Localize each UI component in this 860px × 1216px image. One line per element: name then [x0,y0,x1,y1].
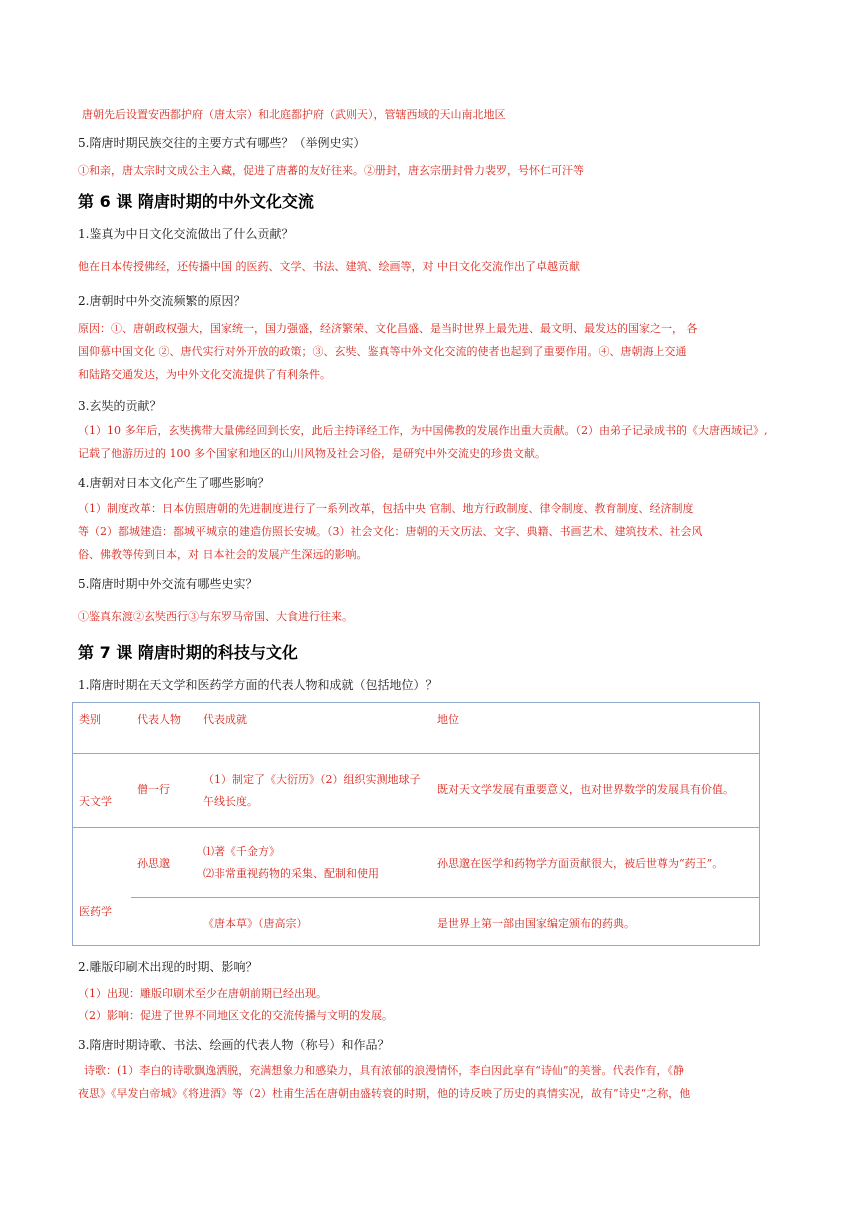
answer-line: 记载了他游历过的 100 多个国家和地区的山川风物及社会习俗，是研究中外交流史的珍贵文献。 [78,447,546,460]
answer-line: 等（2）都城建造：都城平城京的建造仿照长安城。（3）社会文化：唐朝的天文历法、文字、典籍、书画艺术、建筑技术、社会风 [78,525,703,538]
table-cell: 《唐本草》（唐高宗） [203,917,308,930]
answer-text: 他在日本传授佛经，还传播中国 的医药、文学、书法、建筑、绘画等，对 中日文化交流作出了卓越贡献 [78,260,580,273]
question-text: 4.唐朝对日本文化产生了哪些影响？ [78,476,270,490]
table-cell: 医药学 [79,905,112,918]
question-text: 1.隋唐时期在天文学和医药学方面的代表人物和成就（包括地位）？ [78,678,438,692]
question-text: 2.雕版印刷术出现的时期、影响？ [78,960,258,974]
table-cell: 天文学 [79,795,112,808]
question-text: 5.隋唐时期民族交往的主要方式有哪些？（举例史实） [78,136,366,150]
answer-line: 国仰慕中国文化 ②、唐代实行对外开放的政策；③、玄奘、鉴真等中外文化交流的使者也起到了重要作用。④、唐朝海上交通 [78,345,687,358]
table-cell: 孙思邈在医学和药物学方面贡献很大，被后世尊为“药王”。 [437,857,724,870]
table-header: 代表人物 [137,713,181,726]
lesson-7-title: 第 7 课 隋唐时期的科技与文化 [78,643,298,662]
table-cell: ⑴著《千金方》 [203,845,280,858]
table-cell: （1）制定了《大衍历》（2）组织实测地球子 [203,773,421,786]
answer-text: ①鉴真东渡②玄奘西行③与东罗马帝国、大食进行往来。 [78,610,353,623]
table-header: 地位 [437,713,459,726]
answer-line: （1）10 多年后，玄奘携带大量佛经回到长安，此后主持译经工作，为中国佛教的发展作出重大贡献。（2）由弟子记录成书的《大唐西域记》, [78,424,768,437]
table-cell: 既对天文学发展有重要意义，也对世界数学的发展具有价值。 [437,783,734,796]
table-cell: 僧一行 [137,783,170,796]
achievements-table [72,702,760,946]
question-text: 3.隋唐时期诗歌、书法、绘画的代表人物（称号）和作品？ [78,1038,390,1052]
answer-text: 唐朝先后设置安西都护府（唐太宗）和北庭都护府（武则天），管辖西域的天山南北地区 [82,108,506,121]
table-cell: ⑵非常重视药物的采集、配制和使用 [203,867,379,880]
question-text: 2.唐朝时中外交流频繁的原因？ [78,294,246,308]
answer-line: 诗歌：(1）李白的诗歌飘逸洒脱，充满想象力和感染力，具有浓郁的浪漫情怀，李白因此享有“诗仙”的美誉。代表作有，《静 [84,1064,685,1077]
question-text: 3.玄奘的贡献？ [78,399,162,413]
lesson-6-title: 第 6 课 隋唐时期的中外文化交流 [78,192,314,211]
table-cell: 是世界上第一部由国家编定颁布的药典。 [437,917,635,930]
table-divider [131,897,759,898]
answer-line: （2）影响：促进了世界不同地区文化的交流传播与文明的发展。 [78,1009,393,1022]
answer-line: （1）制度改革：日本仿照唐朝的先进制度进行了一系列改革，包括中央 官制、地方行政制度、律令制度、教育制度、经济制度 [78,502,694,515]
table-divider [73,827,759,828]
table-cell: 午线长度。 [203,795,258,808]
answer-line: 俗、佛教等传到日本，对 日本社会的发展产生深远的影响。 [78,548,368,561]
table-header: 代表成就 [203,713,247,726]
answer-line: 原因：①、唐朝政权强大，国家统一，国力强盛，经济繁荣、文化昌盛、是当时世界上最先进、最文明、最发达的国家之一， 各 [78,322,698,335]
answer-line: 和陆路交通发达，为中外文化交流提供了有利条件。 [78,368,331,381]
answer-text: ①和亲，唐太宗时文成公主入藏，促进了唐蕃的友好往来。②册封，唐玄宗册封骨力裴罗，号怀仁可汗等 [78,164,584,177]
table-header: 类别 [79,713,101,726]
question-text: 1.鉴真为中日文化交流做出了什么贡献？ [78,227,294,241]
table-divider [73,753,759,754]
answer-line: （1）出现：雕版印刷术至少在唐朝前期已经出现。 [78,987,327,1000]
answer-line: 夜思》《早发白帝城》《将进酒》等（2）杜甫生活在唐朝由盛转衰的时期，他的诗反映了历史的真情实况，故有”诗史“之称，他 [78,1087,691,1100]
question-text: 5.隋唐时期中外交流有哪些史实？ [78,577,258,591]
table-cell: 孙思邈 [137,857,170,870]
